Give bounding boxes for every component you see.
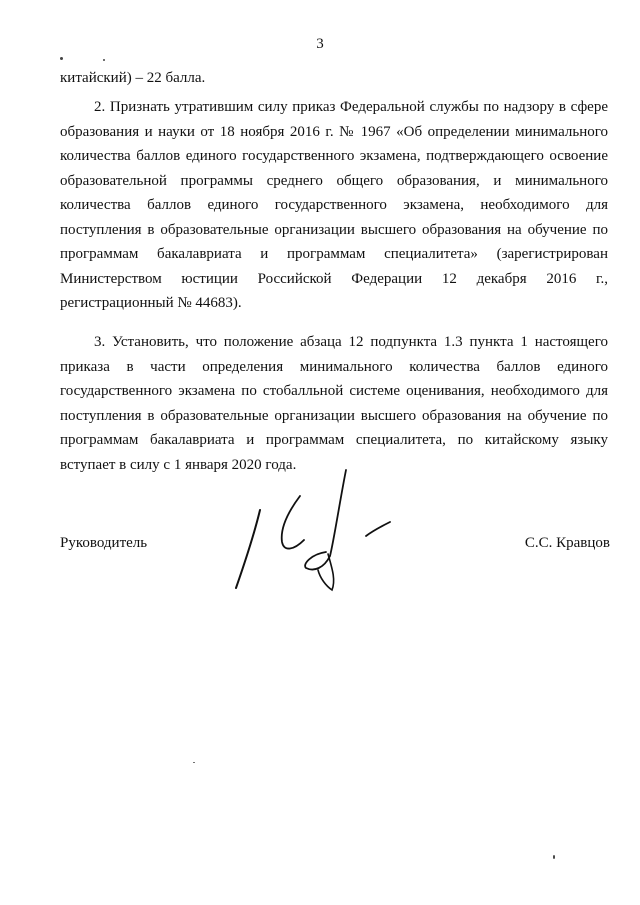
signer-name: С.С. Кравцов [524, 535, 610, 551]
signature-stroke-2 [282, 496, 304, 549]
page-number: 3 [316, 36, 324, 52]
scan-speck [103, 59, 105, 61]
signature-stroke-3 [305, 470, 346, 570]
signature-stroke-5 [366, 522, 390, 536]
paragraph-3: 3. Установить, что положение абзаца 12 подпункта 1.3 пункта 1 настоящего приказа в части определения минимального количества баллов единого государственного экзамена по стобалльной системе оценивания, необходимого для поступления в образовательные организации высшего образования на обучение по программам бакалавриата и программам специалитета, по китайскому языку вступает в силу с 1 января 2020 года. [60, 334, 608, 473]
signer-position: Руководитель [60, 535, 148, 551]
scan-speck [193, 762, 195, 763]
handwritten-signature [222, 460, 402, 600]
signature-stroke-1 [236, 510, 260, 588]
signature-stroke-4 [318, 554, 334, 590]
scan-speck [553, 855, 555, 859]
continuation-line: китайский) – 22 балла. [60, 70, 206, 86]
paragraph-2: 2. Признать утратившим силу приказ Федеральной службы по надзору в сфере образования и науки от 18 ноября 2016 г. № 1967 «Об определении минимального количества баллов единого государственного экзамена, подтверждающего освоение образовательной программы среднего общего образования, и минимального количества баллов единого государственного экзамена, необходимого для поступления в образовательные организации высшего образования на обучение по программам бакалавриата и программам специалитета» (зарегистрирован Министерством юстиции Российской Федерации 12 декабря 2016 г., регистрационный № 44683). [60, 99, 608, 311]
scan-speck [60, 57, 63, 60]
